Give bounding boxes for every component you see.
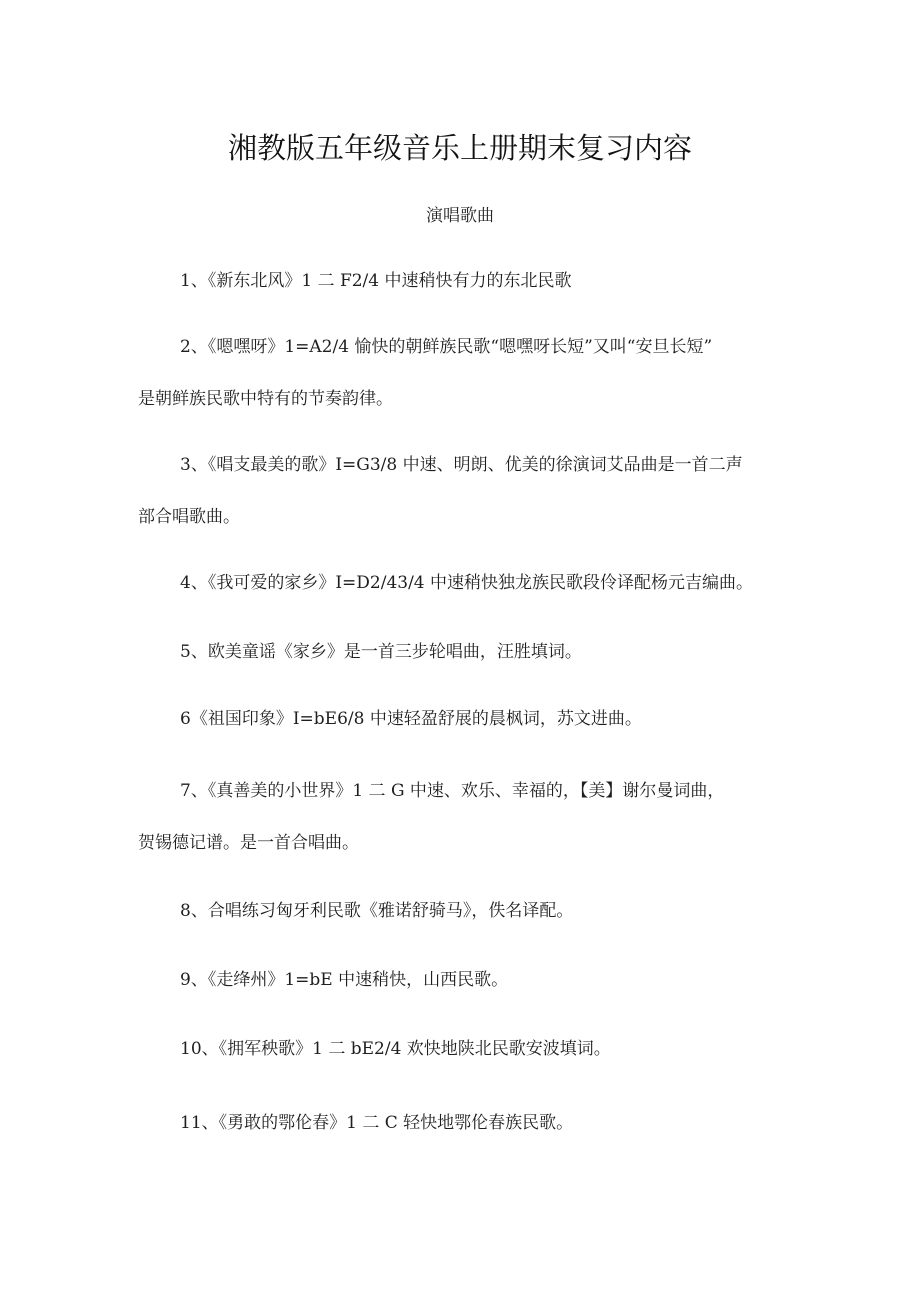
list-item-text: 10、《拥军秧歌》1 二 bE2/4 欢快地陕北民歌安波填词。 xyxy=(180,1039,611,1059)
list-item xyxy=(138,880,798,942)
list-item-text: 5、欧美童谣《家乡》是一首三步轮唱曲，汪胜填词。 xyxy=(180,642,582,662)
list-item-text: 11、《勇敢的鄂伦春》1 二 C 轻快地鄂伦春族民歌。 xyxy=(180,1113,574,1133)
list-item xyxy=(138,1092,798,1154)
list-item xyxy=(138,1018,798,1080)
list-item-text: 3、《唱支最美的歌》I=G3/8 中速、明朗、优美的徐演词艾品曲是一首二声 xyxy=(180,455,743,475)
list-item xyxy=(138,949,798,1011)
list-item-text: 8、合唱练习匈牙利民歌《雅诺舒骑马》，佚名译配。 xyxy=(180,901,574,921)
list-item-text: 9、《走绛州》1=bE 中速稍快，山西民歌。 xyxy=(180,970,509,990)
list-item xyxy=(138,760,798,874)
list-item xyxy=(138,552,798,614)
list-item-text: 1、《新东北风》1 二 F2/4 中速稍快有力的东北民歌 xyxy=(180,271,572,291)
list-item-text: 7、《真善美的小世界》1 二 G 中速、欢乐、幸福的，【美】谢尔曼词曲， xyxy=(180,781,725,801)
list-item xyxy=(138,434,798,548)
section-heading: 演唱歌曲 xyxy=(426,206,494,226)
list-item-continuation: 部合唱歌曲。 xyxy=(138,507,240,527)
list-item xyxy=(138,316,798,430)
list-item-continuation: 是朝鲜族民歌中特有的节奏韵律。 xyxy=(138,389,393,409)
list-item-continuation: 贺锡德记谱。是一首合唱曲。 xyxy=(138,833,359,853)
list-item-text: 6《祖国印象》I=bE6/8 中速轻盈舒展的晨枫词，苏文进曲。 xyxy=(180,709,642,729)
list-item xyxy=(138,250,798,312)
list-item xyxy=(138,621,798,683)
page-title: 湘教版五年级音乐上册期末复习内容 xyxy=(227,131,692,165)
list-item-text: 4、《我可爱的家乡》I=D2/43/4 中速稍快独龙族民歌段伶译配杨元吉编曲。 xyxy=(180,573,754,593)
list-item xyxy=(138,688,798,750)
list-item-text: 2、《嗯嘿呀》1=A2/4 愉快的朝鲜族民歌“嗯嘿呀长短”又叫“安旦长短” xyxy=(180,337,713,357)
